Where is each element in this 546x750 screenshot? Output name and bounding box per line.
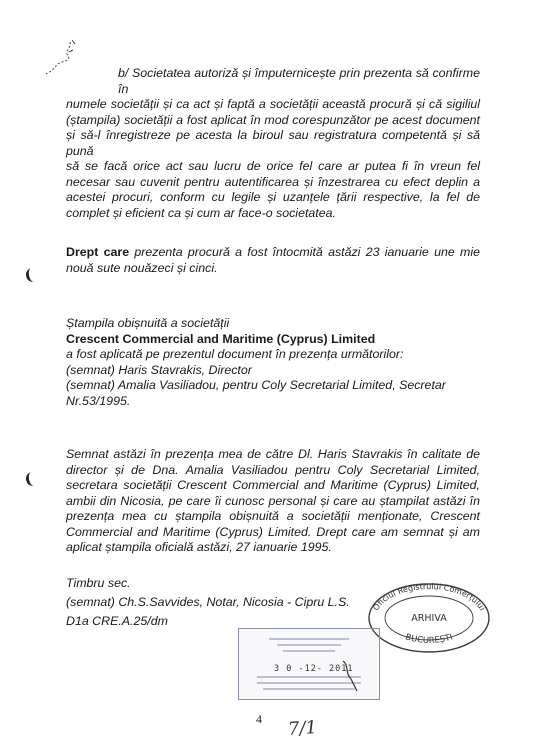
svg-text:Oficiul Registrului Comerțului: [371, 582, 486, 612]
round-stamp-center: ARHIVA: [411, 613, 447, 624]
text-line: Semnat astăzi în prezența mea de către Dl. Haris Stavrakis în calitate de: [66, 447, 480, 461]
punch-hole-mark: [25, 471, 40, 487]
text-line: [66, 245, 480, 261]
text-line: să se facă orice act sau lucru de orice fel care ar putea fi în vreun fel: [66, 159, 480, 173]
dry-stamp-note: Timbru sec.: [66, 576, 131, 590]
text-line: Commercial and Maritime (Cyprus) Limited. Drept care am semnat și am: [66, 524, 480, 539]
signatory-secretary: (semnat) Amalia Vasiliadou, pentru Coly Secretarial Limited, Secretar: [66, 378, 446, 392]
document-reference: D1a CRE.A.25/dm: [66, 614, 168, 628]
registration-number: Nr.53/1995.: [66, 393, 131, 408]
text-line: secretara societății Crescent Commercial and Maritime (Cyprus) Limited,: [66, 478, 480, 492]
stamp-line: Ștampila obișnuită a societății: [66, 316, 230, 330]
stamp-date: 3 0 -12- 2011: [274, 664, 354, 674]
stamp-line: a fost aplicată pe prezentul document în prezența următorilor:: [66, 347, 404, 361]
text-line: ambii din Nicosia, pe care îi cunosc personal și care au ștampilat astăzi în: [66, 493, 480, 508]
text-line: aplicat ștampila oficială astăzi, 27 ianuarie 1995.: [66, 540, 332, 554]
signatory-director: (semnat) Haris Stavrakis, Director: [66, 362, 252, 377]
text-line: și să-l înregistreze pe acesta la biroul sau registratura competentă și să pună: [66, 128, 480, 158]
archive-round-stamp: [364, 578, 494, 658]
text-line: numele societății și ca act și faptă a societății această procură și că sigiliul: [66, 97, 480, 111]
round-stamp-arc-text: Oficiul Registrului Comerțului: [371, 581, 487, 613]
text-line: necesar sau cuvenit pentru autentificarea și înzestrarea cu efect deplin a: [66, 174, 480, 189]
text-line: prezența mea cu ștampila obișnuită a societății menționate, Crescent: [66, 509, 480, 523]
text-line: complet și eficient ca și cum ar face-o societatea.: [66, 205, 336, 220]
svg-text:BUCUREȘTI: [404, 632, 454, 646]
company-name: Crescent Commercial and Maritime (Cyprus) Limited: [66, 331, 376, 346]
drawn-up-text: prezenta procură a fost întocmită astăzi 23 ianuarie une mie: [134, 245, 480, 259]
text-line: nouă sute nouăzeci și cinci.: [66, 260, 218, 275]
text-line: acestei procuri, conform cu legile și uzanțele țării respective, la fel de: [66, 190, 480, 204]
text-line: (ștampila) societății a fost aplicat în mod corespunzător pe acest document: [66, 112, 480, 127]
handwritten-page-mark: 7/1: [287, 717, 318, 740]
page-number: 4: [256, 712, 262, 726]
paragraph-drawn-up: [66, 245, 480, 276]
paragraph-notarial-attestation: [66, 447, 480, 556]
paragraph-authorization: [66, 66, 480, 221]
round-stamp-bottom: BUCUREȘTI: [404, 632, 455, 646]
stamp-attestation-block: [66, 316, 480, 409]
text-line: director și de Dna. Amalia Vasiliadou pentru Coly Secretarial Limited,: [66, 462, 480, 477]
drept-care-label: Drept care: [66, 245, 130, 259]
text-line: b/ Societatea autoriză și împuternicește prin prezenta să confirme în: [118, 66, 480, 96]
notary-signature-line: (semnat) Ch.S.Savvides, Notar, Nicosia - Cipru L.S.: [66, 595, 350, 609]
punch-hole-mark: [25, 267, 40, 283]
